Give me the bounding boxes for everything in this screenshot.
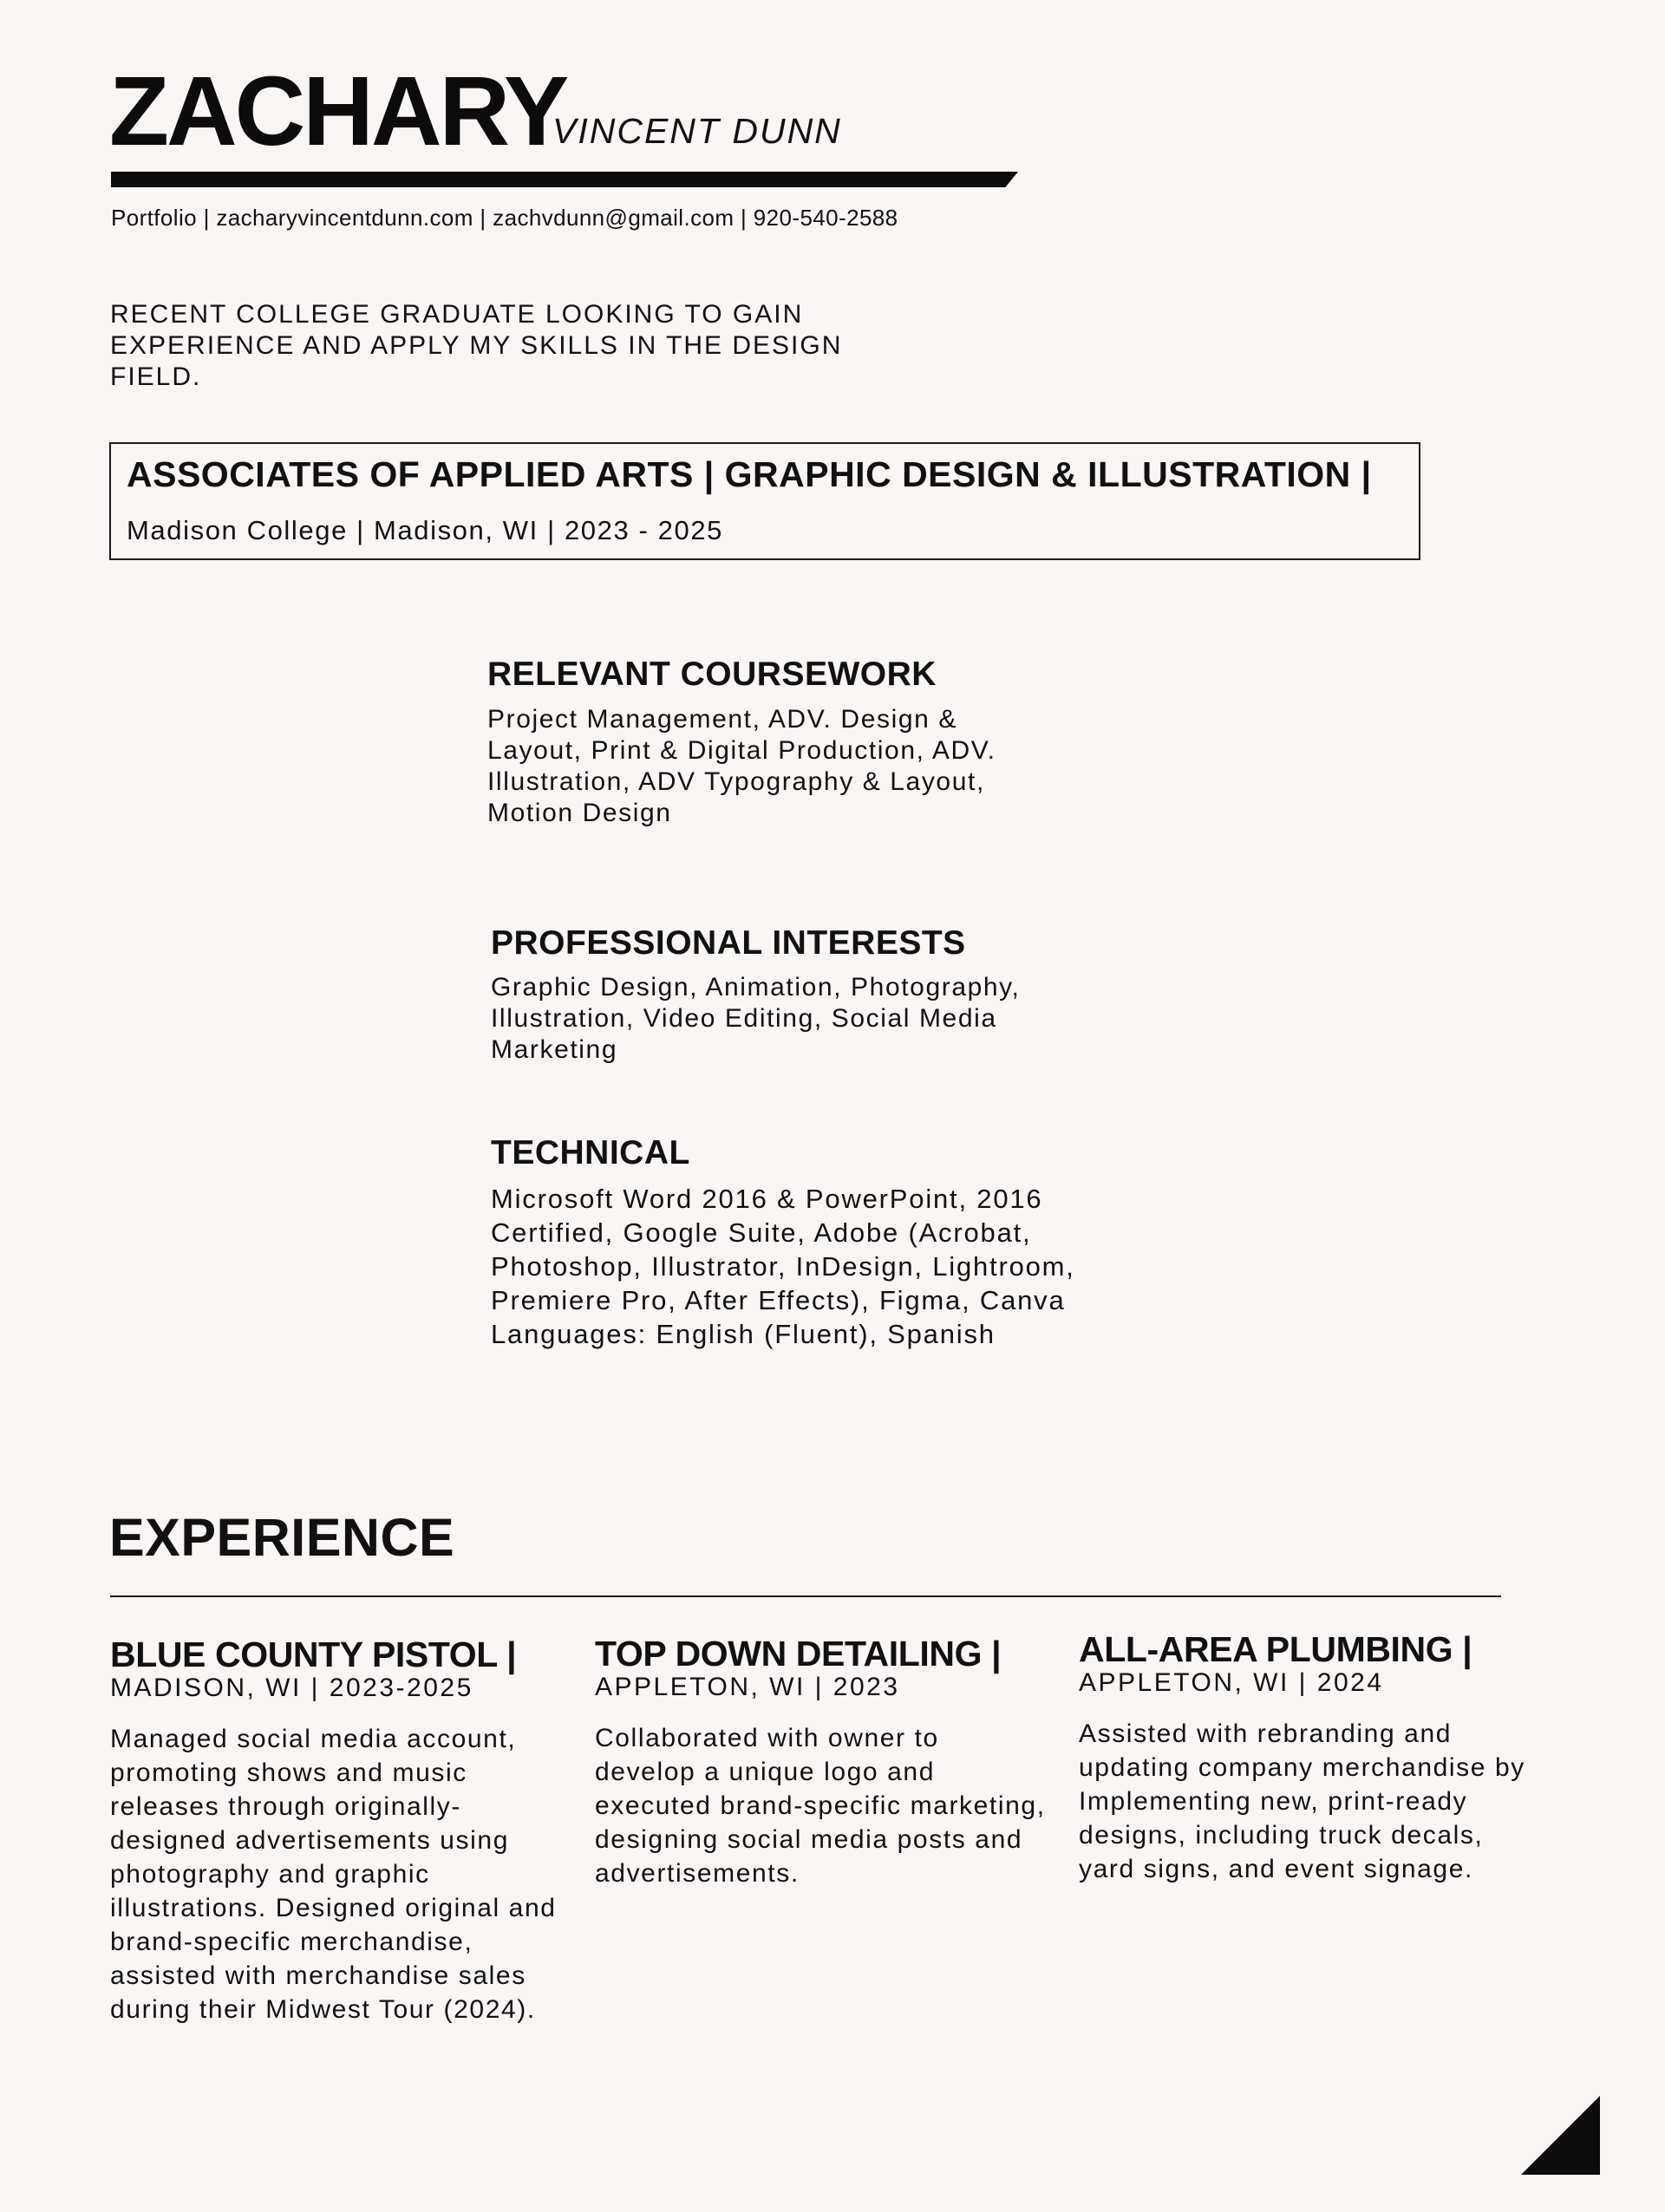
job-title-top-down-detailing: TOP DOWN DETAILING | (595, 1634, 1002, 1674)
job-title-all-area-plumbing: ALL-AREA PLUMBING | (1079, 1629, 1472, 1669)
coursework-body: Project Management, ADV. Design & Layout, Print & Digital Production, ADV. Illustration, ADV Typography & Layout, Motion Design (487, 705, 996, 827)
job-location-blue-county-pistol: MADISON, WI | 2023-2025 (110, 1674, 473, 1702)
job-description-blue-county-pistol: Managed social media account, promoting shows and music releases through originally-designed advertisements using photography and graphic illustrations. Designed original and brand-specific merchandise, assisted with merchandise sales during their Midwest Tour (2024). (110, 1725, 557, 2024)
school-line: Madison College | Madison, WI | 2023 - 2025 (127, 515, 724, 545)
experience-divider (110, 1595, 1501, 1597)
objective-statement: RECENT COLLEGE GRADUATE LOOKING TO GAIN EXPERIENCE AND APPLY MY SKILLS IN THE DESIGN FIELD. (110, 300, 843, 391)
job-location-all-area-plumbing: APPLETON, WI | 2024 (1079, 1668, 1384, 1697)
first-name: ZACHARY (109, 56, 567, 166)
contact-line: Portfolio | zacharyvincentdunn.com | zachvdunn@gmail.com | 920-540-2588 (111, 205, 898, 231)
education-box (109, 442, 1420, 560)
corner-triangle-decoration (1521, 2096, 1600, 2175)
job-location-top-down-detailing: APPLETON, WI | 2023 (595, 1673, 900, 1701)
interests-heading: PROFESSIONAL INTERESTS (491, 924, 966, 962)
last-name: VINCENT DUNN (552, 111, 842, 151)
job-title-blue-county-pistol: BLUE COUNTY PISTOL | (110, 1635, 517, 1674)
degree-title: ASSOCIATES OF APPLIED ARTS | GRAPHIC DESIGN & ILLUSTRATION | (127, 454, 1372, 494)
technical-heading: TECHNICAL (491, 1134, 690, 1171)
coursework-heading: RELEVANT COURSEWORK (487, 656, 937, 693)
interests-body: Graphic Design, Animation, Photography, Illustration, Video Editing, Social Media Marketing (491, 973, 1021, 1064)
header-divider-bar (111, 172, 1018, 187)
job-description-all-area-plumbing: Assisted with rebranding and updating company merchandise by Implementing new, print-ready designs, including truck decals, yard signs, and event signage. (1079, 1719, 1525, 1883)
job-description-top-down-detailing: Collaborated with owner to develop a unique logo and executed brand-specific marketing, designing social media posts and advertisements. (595, 1724, 1046, 1888)
technical-body: Microsoft Word 2016 & PowerPoint, 2016 Certified, Google Suite, Adobe (Acrobat, Photoshop, Illustrator, InDesign, Lightroom, Premiere Pro, After Effects), Figma, Canva Languages: English (Fluent), Spanish (491, 1184, 1075, 1349)
experience-heading: EXPERIENCE (109, 1508, 455, 1567)
